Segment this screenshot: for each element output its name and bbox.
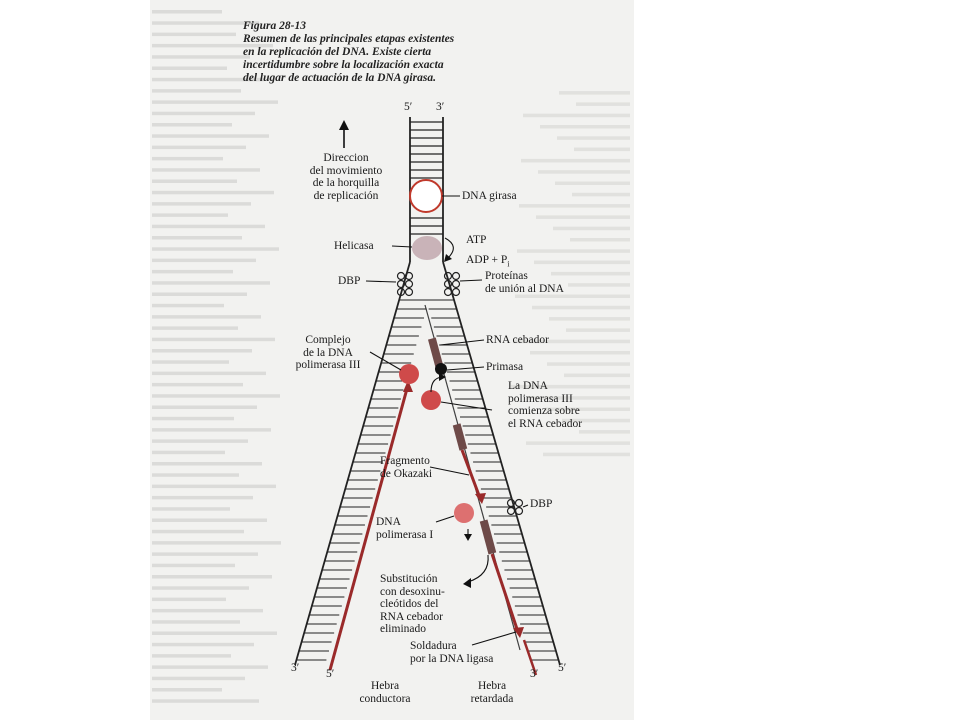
- dbp-left-leader: [366, 281, 396, 282]
- label-pol3-start: La DNA polimerasa III comienza sobre el RNA cebador: [508, 380, 583, 430]
- lagging-strand-new-dna: [492, 554, 518, 632]
- caption-line-2: en la replicación del DNA. Existe cierta: [243, 46, 432, 58]
- pol1-arrowhead: [464, 534, 472, 541]
- dbp-left-proteins: [398, 273, 413, 296]
- okazaki-leader: [430, 467, 469, 475]
- label-atp: ATP: [466, 234, 487, 246]
- caption-line-1: Resumen de las principales etapas existentes: [243, 33, 455, 45]
- label-dbp-left: DBP: [338, 275, 361, 287]
- dna-polimerasa-iii-start: [421, 390, 441, 410]
- label-helicasa: Helicasa: [334, 240, 374, 252]
- complejo-leader: [370, 352, 401, 370]
- label-ligasa: Soldadura por la DNA ligasa: [410, 640, 494, 665]
- label-substitucion: Substitución con desoxinu- cleótidos del RNA cebador eliminado: [380, 573, 445, 635]
- helicasa-leader: [392, 246, 412, 247]
- substitucion-arrowhead: [463, 578, 471, 588]
- dna-polimerasa-iii-complex: [399, 364, 419, 384]
- caption-line-4: del lugar de actuación de la DNA girasa.: [243, 72, 436, 84]
- figure-caption: [243, 20, 543, 85]
- label-bottom-3-left: 3′: [291, 662, 300, 674]
- label-bottom-5-right: 5′: [558, 662, 567, 674]
- label-hebra-retardada: Hebra retardada: [470, 680, 514, 705]
- label-rna-cebador: RNA cebador: [486, 334, 549, 346]
- label-proteinas: Proteínas de unión al DNA: [485, 270, 564, 295]
- primasa-enzyme: [435, 363, 447, 375]
- label-adp-text: ADP + P: [466, 254, 508, 266]
- label-okazaki: Fragmento de Okazaki: [380, 455, 433, 480]
- caption-line-3: incertidumbre sobre la localización exacta: [243, 59, 444, 71]
- label-direction: Direccion del movimiento de la horquilla de replicación: [309, 152, 383, 202]
- rna-primer-2: [453, 423, 467, 450]
- pol1-leader: [436, 516, 454, 522]
- label-bottom-3-right: 3′: [530, 668, 539, 680]
- label-dna-girasa: DNA girasa: [462, 190, 517, 202]
- label-top-3-prime: 3′: [436, 101, 445, 113]
- label-adp-subscript: i: [507, 259, 510, 269]
- dna-girasa-ring: [410, 180, 442, 212]
- label-primasa: Primasa: [486, 361, 524, 373]
- label-bottom-5-left: 5′: [326, 668, 335, 680]
- substitucion-curve-arrow: [468, 555, 488, 582]
- label-top-5-prime: 5′: [404, 101, 413, 113]
- helicasa-enzyme: [412, 236, 442, 260]
- label-adp: [466, 254, 509, 271]
- label-complejo: Complejo de la DNA polimerasa III: [295, 334, 361, 371]
- primasa-leader: [447, 367, 484, 370]
- rna-cebador-leader: [440, 340, 484, 345]
- label-dbp-right: DBP: [530, 498, 553, 510]
- figure-number: Figura 28-13: [243, 20, 306, 32]
- dbp-lower-leader: [523, 505, 528, 507]
- label-hebra-conductora: Hebra conductora: [359, 680, 411, 705]
- label-pol1: DNA polimerasa I: [376, 516, 434, 541]
- direction-arrowhead: [339, 120, 349, 130]
- dna-polimerasa-i: [454, 503, 474, 523]
- lagging-template-strand: [443, 262, 560, 665]
- proteinas-leader: [460, 280, 482, 281]
